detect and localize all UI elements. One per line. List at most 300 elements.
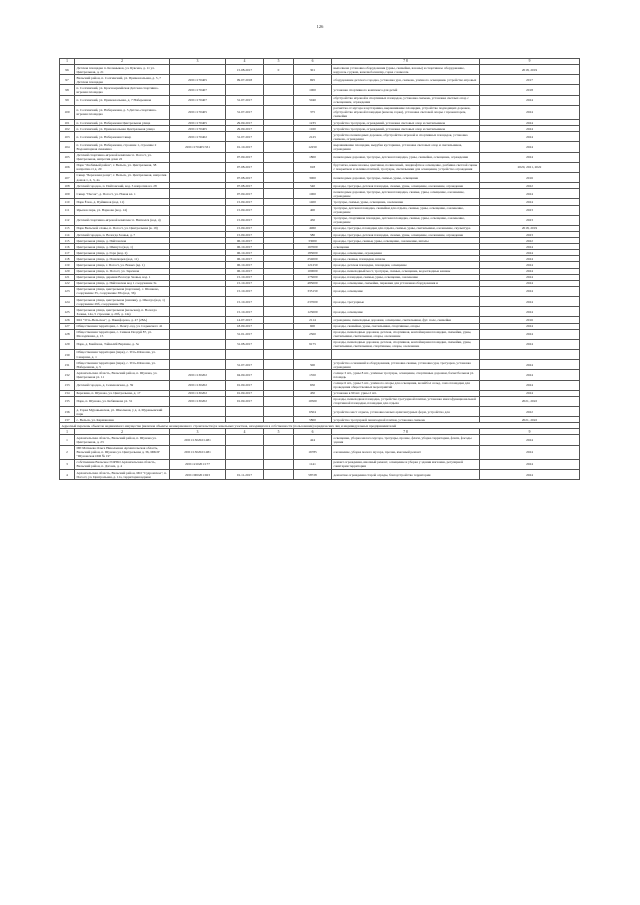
area-value: 500 (294, 360, 332, 370)
cadastral-number (170, 162, 226, 172)
row-number: 115 (60, 238, 75, 244)
implementation-year: 2024 (480, 339, 580, 349)
works-description: устройство оснований и оборудования, установка скамьи, установка урн, тротуаров, установка ограждения (332, 360, 480, 370)
implementation-year: 2024 (480, 152, 580, 162)
implementation-year (480, 349, 580, 359)
object-address: ИП Матвеева Ольга Николаевна Архангельская область, Вельский район, п. Шунова ул. Центральная д. 36, МБОУ "Шуновская ОШ № 19" (75, 445, 170, 459)
table-row (60, 65, 580, 75)
works-description: проезды, тротуары, площадки для отдыха, скамьи, урны, светильники, озеленение, скульптура (332, 225, 480, 231)
cadastral-number: 29:01:130202 (170, 380, 226, 390)
works-description (332, 349, 480, 359)
row-number: 118 (60, 256, 75, 262)
implementation-year: 2016 (480, 172, 580, 182)
survey-date: 01.10.2017 (226, 142, 264, 152)
cadastral-number: 29:01:210201:177 (170, 459, 226, 469)
implementation-year: 2024 (480, 445, 580, 459)
area-value: 400 (294, 205, 332, 215)
works-description: устройство тротуаров, ограждений, установка световых опор и светильников (332, 120, 480, 126)
cadastral-number: 29:01:130202 (170, 370, 226, 380)
works-description: проезды, площадки, скамьи, урны, освещение, озеленение (332, 274, 480, 280)
table-row (60, 132, 580, 142)
implementation-year: 2023 (480, 232, 580, 238)
table-row (60, 370, 580, 380)
area-value: 100000 (294, 268, 332, 274)
cadastral-number (170, 339, 226, 349)
cadastral-number (170, 189, 226, 199)
header-cell: 4 (226, 59, 264, 65)
area-value: 695 (294, 75, 332, 85)
object-address: Парк, п. Шунова, ул. Кобяшкова ул. 31 (75, 396, 170, 406)
works-description: ремонт ограждения, ямочный ремонт, освещение и уборка у здания магазина, регулярной санитарии территории (332, 459, 480, 469)
works-description: пешеходные дорожки, тротуары, скамьи, урны, освещение (332, 172, 480, 182)
row-number: 4 (60, 470, 75, 480)
survey-date: 06.10.2017 (226, 268, 264, 274)
object-address: Парк Вельской славы, п. Погост, ул. Центральная (в. 19) (75, 225, 170, 231)
area-value: 10500 (294, 396, 332, 406)
area-value: 6504 (294, 407, 332, 417)
area-value (294, 349, 332, 359)
implementation-year: 2018, 2019 (480, 225, 580, 231)
row-number: 96 (60, 65, 75, 75)
value-col5 (264, 189, 294, 199)
row-number: 112 (60, 215, 75, 225)
area-value: 254000 (294, 256, 332, 262)
works-description: озеленение, уборка малого мусора, прочие, ямочный ремонт (332, 445, 480, 459)
implementation-year: 2024 (480, 307, 580, 317)
survey-date: 31.07.2017 (226, 360, 264, 370)
row-number: 97 (60, 75, 75, 85)
object-address: п. Солгинский, ул. Набережная, д. 3 Детско-спортивно-игровая площадка (75, 105, 170, 119)
works-description: проезды, освещение (332, 286, 480, 296)
cadastral-number (170, 307, 226, 317)
object-address: п. Солгинский, ул. Набережная Центральная улица (75, 120, 170, 126)
survey-date: 31.01.2017 (226, 329, 264, 339)
object-address: Березник, п. Шунова, ул. Центральная, д. 17 (75, 390, 170, 396)
works-description: проезды, освещение, ограждения (332, 250, 480, 256)
implementation-year: 2024 (480, 459, 580, 469)
object-address: п. Солгинский, ул. Набережная, строение 1, строение 2 Водонапорная скважина (75, 142, 170, 152)
row-number: 114 (60, 232, 75, 238)
area-value: 580 (294, 232, 332, 238)
implementation-year: 2018, 2019 (480, 65, 580, 75)
works-description: проезды, пешеходная площадка, устройство тротуарной плитки, установка многофункциональной спортивной площадки, площадки для отдыха (332, 396, 480, 406)
area-value: 183000 (294, 250, 332, 256)
table-row (60, 105, 580, 119)
survey-date: 15.10.2017 (226, 307, 264, 317)
cadastral-number (170, 152, 226, 162)
value-col5 (264, 360, 294, 370)
works-description: пешеходные дорожки, тротуары, детская площадка, скамьи, урны, освещение, озеленение, ограждение (332, 189, 480, 199)
row-number: 109 (60, 189, 75, 199)
implementation-year: 2024 (480, 286, 580, 296)
header-cell: 3 (170, 429, 226, 435)
value-col5 (264, 152, 294, 162)
works-description: проезды, пешеходные дорожки, детская, спортивная, контейнерная площадки, скамейки, урны, светильники, светильники, опоры, озеленение (332, 329, 480, 339)
cadastral-number (170, 407, 226, 417)
survey-date: 18.09.2017 (226, 323, 264, 329)
row-number: 128 (60, 329, 75, 339)
row-number: 110 (60, 199, 75, 205)
value-col5 (264, 459, 294, 469)
row-number: 123 (60, 286, 75, 296)
row-number: 107 (60, 172, 75, 182)
implementation-year: 2024 (480, 470, 580, 480)
works-description: обустройство игровой и спортивных площадок, установка скамеек, установка светлых опор с освещением, ограждения (332, 95, 480, 105)
table-row (60, 189, 580, 199)
works-description: установка в 90 шт. урны 2 шт. (332, 390, 480, 396)
row-number: 133 (60, 380, 75, 390)
cadastral-number: 29:01:170407 (170, 95, 226, 105)
object-address: Ярылов парк, ул. Варнова (вод. 14) (75, 205, 170, 215)
register-table (59, 58, 580, 480)
table-row (60, 360, 580, 370)
area-value: 58728 (294, 470, 332, 480)
cadastral-number (170, 360, 226, 370)
value-col5 (264, 307, 294, 317)
row-number: 132 (60, 370, 75, 380)
area-value: 1141 (294, 459, 332, 469)
row-number: 102 (60, 126, 75, 132)
works-description: солнце 6 шт., урны 5 шт., уличного опоры для освещения, волейбол сельд, само площадки для проведения общественных мероприятий (332, 380, 480, 390)
value-col5 (264, 380, 294, 390)
row-number: 124 (60, 297, 75, 307)
value-col5 (264, 396, 294, 406)
survey-date: 04.09.2017 (226, 370, 264, 380)
survey-date: 07.08.2017 (226, 183, 264, 189)
works-description: пешеходные дорожки, тротуары, детская площадка, урны, скамейки, освещение, ограждения (332, 152, 480, 162)
survey-date: 07.08.2017 (226, 172, 264, 182)
cadastral-number (170, 172, 226, 182)
area-value: 600 (294, 323, 332, 329)
area-value: 237000 (294, 297, 332, 307)
cadastral-number: 29:01:170405 (170, 75, 226, 85)
section-title: Адресный перечень объектов недвижимого имущества (включая объекты незавершенного строительства) и земельных участков, находящихся в собственности (пользовании) юридических лиц и индивидуальных предпринимателей (60, 423, 580, 429)
area-value: 918 (294, 162, 332, 172)
row-number: 108 (60, 183, 75, 189)
cadastral-number: 29:01:130202:1481 (170, 435, 226, 445)
implementation-year: 2024 (480, 105, 580, 119)
works-description: выравнивание площадки, вырубка кустарника, установка световых опор и светильников, ограждения (332, 142, 480, 152)
area-value: 450 (294, 215, 332, 225)
works-description: проезды, скамейки, урны, светильники, спортивные, опоры (332, 323, 480, 329)
implementation-year: 2024 (480, 262, 580, 268)
works-description: проезды, тротуарные (332, 297, 480, 307)
row-number: 100 (60, 105, 75, 119)
value-col5 (264, 142, 294, 152)
works-description: проезды, пешеходный мост, тротуары, скамьи, освещение, водоотводные канавы (332, 268, 480, 274)
works-description: демонтаж ограждения старой ограды, благоустройство территории (332, 470, 480, 480)
works-description: освещение (332, 244, 480, 250)
table-row (60, 85, 580, 95)
header-cell: 6 (294, 429, 332, 435)
works-description: проезды, освещение (332, 307, 480, 317)
cadastral-number (170, 215, 226, 225)
works-description: брусчатка, какие вазоны, цветники, поливочный, ландшафтное освещение, разбивка светлой сцены с покрытием и заливка плиткой, тротуары, светильники для освещения, устройство ограждения (332, 162, 480, 172)
survey-date: 15.10.2017 (226, 280, 264, 286)
value-col5 (264, 75, 294, 85)
area-value: 1800 (294, 152, 332, 162)
implementation-year: 2024 (480, 380, 580, 390)
implementation-year: 2024 (480, 95, 580, 105)
row-number: 106 (60, 162, 75, 172)
survey-date: 15.10.2017 (226, 286, 264, 296)
area-value: 424 (294, 435, 332, 445)
area-value: 5040 (294, 95, 332, 105)
implementation-year: 2022 (480, 183, 580, 189)
object-address: с. Вельск, ул. Кармановна (75, 417, 170, 423)
row-number: 3 (60, 459, 75, 469)
survey-date: 07.09.2017 (226, 152, 264, 162)
table-row (60, 435, 580, 445)
row-number: 126 (60, 317, 75, 323)
implementation-year: 2016 (480, 317, 580, 323)
survey-date: 15.08.2017 (226, 65, 264, 75)
object-address: Вельский район, п. Солгинский, ул. Привокзальная, д. 5 ,7 Детская площадка (75, 75, 170, 85)
object-address: п. Солгинский, ул. Привокзальная, д. 7 Набережная (75, 95, 170, 105)
implementation-year: 2022 (480, 238, 580, 244)
row-number: 129 (60, 339, 75, 349)
object-address: Детский городок, д. Семеновская, д. 59 (75, 380, 170, 390)
value-col5 (264, 172, 294, 182)
survey-date (226, 85, 264, 95)
cadastral-number: 29:01:000201:923 (170, 470, 226, 480)
value-col5 (264, 162, 294, 172)
survey-date: 01.11.2017 (226, 470, 264, 480)
value-col5 (264, 339, 294, 349)
row-number: 2 (60, 445, 75, 459)
area-value: 540 (294, 183, 332, 189)
value-col5 (264, 85, 294, 95)
works-description: устройство тротуаров, ограждений, установка световых опор и светильников (332, 126, 480, 132)
survey-date (226, 435, 264, 445)
implementation-year: 2020, 2021, 2022 (480, 162, 580, 172)
row-number: 119 (60, 262, 75, 268)
object-address: Детский спортивно-игровой комплекс п. Вигвалсв (вод. 4) (75, 215, 170, 225)
table-row (60, 396, 580, 406)
works-description: проезды, тротуары, детская площадка, скамьи, урны, освещение, озеленение, ограждение (332, 183, 480, 189)
object-address: собственник Вельское ГОРПО Архангельская область, Вельский район, п. Дагома, д. 4 (75, 459, 170, 469)
row-number: 135 (60, 396, 75, 406)
header-cell: 5 (264, 59, 294, 65)
cadastral-number (170, 297, 226, 307)
area-value: 1350 (294, 370, 332, 380)
implementation-year: 2024 (480, 126, 580, 132)
value-col5 (264, 349, 294, 359)
survey-date: 06.10.2017 (226, 238, 264, 244)
works-description: проезды, детская площадка, площадки, освещение (332, 262, 480, 268)
area-value: 9175 (294, 339, 332, 349)
table-row (60, 459, 580, 469)
works-description: проезды, пешеходные дорожки, детская, спортивная, контейнерная площадки, скамейки, урны, светильники, светильники, спортивные, опоры, озеленение (332, 339, 480, 349)
survey-date: 09.07.2018 (226, 75, 264, 85)
survey-date: 01.09.2017 (226, 396, 264, 406)
works-description: ограждение, пешеходные дорожки, освещение, светильники, фут. поле, скамейки (332, 317, 480, 323)
implementation-year: 2023 (480, 205, 580, 215)
survey-date: 06.10.2017 (226, 256, 264, 262)
survey-date: 06.10.2017 (226, 250, 264, 256)
survey-date: 06.10.2017 (226, 244, 264, 250)
area-value: 650 (294, 380, 332, 390)
area-value: 2114 (294, 317, 332, 323)
table-row (60, 339, 580, 349)
cadastral-number (170, 65, 226, 75)
header-cell: 1 (60, 429, 75, 435)
works-description: оборудование детского городка, установка урн, скамеек, уличного освещения. устройство игровых (332, 75, 480, 85)
implementation-year: 2024 (480, 390, 580, 396)
works-description: расчистка от мусора и кустарника, выравнивание площадки, устройство подходящих дорожек, обустройство игровой площадки (качели, горка), установка световой опоры с прожектором, скамейки (332, 105, 480, 119)
row-number: 101 (60, 120, 75, 126)
object-address: Парк "Любимый район", г. Вельск, ул. Центральная, 38 напротив от д. 20 (75, 162, 170, 172)
value-col5 (264, 470, 294, 480)
object-address: МО "Усть-Вельское", д. Пакифорово, д. 47 (28А) (75, 317, 170, 323)
object-address: Детский городок, п. Пайтовский, вод. 3 напротив вл. 28 (75, 183, 170, 189)
table-row (60, 75, 580, 85)
area-value: 16785 (294, 445, 332, 459)
value-col5 (264, 95, 294, 105)
survey-date: 15.09.2017 (226, 205, 264, 215)
table-row (60, 215, 580, 225)
table-row (60, 445, 580, 459)
object-address: Сквер "Березовая роща", г. Вельск, ул. Центральная, напротив домов 1, 2, 3, 4а (75, 172, 170, 182)
table-row (60, 286, 580, 296)
object-address: Центральная улица, п. Погост, ул. Заречная (75, 268, 170, 274)
implementation-year: 2021, 2022 (480, 417, 580, 423)
row-number: 103 (60, 132, 75, 142)
area-value: 335150 (294, 286, 332, 296)
implementation-year: 2024 (480, 329, 580, 339)
header-cell: 4 (226, 429, 264, 435)
value-col5 (264, 435, 294, 445)
object-address: д. Горка Муравьевская, ул. Школьная, у д. 4, Муравьевский парк (75, 407, 170, 417)
value-col5 (264, 407, 294, 417)
works-description: выполнена установка оборудования (урны, скамейки, вазоны) и спортивное оборудование, карусель с рукам, качели-балансир, горка с навесом. (332, 65, 480, 75)
object-address: Центральная улица, д. Пайтовская (75, 238, 170, 244)
cadastral-number (170, 286, 226, 296)
row-number: 104 (60, 142, 75, 152)
area-value: 450 (294, 390, 332, 396)
survey-date: 15.10.2017 (226, 274, 264, 280)
implementation-year: 2024 (480, 244, 580, 250)
row-number: 117 (60, 250, 75, 256)
object-address: Центральная улица, д. Пономарев (вод. 11) (75, 256, 170, 262)
object-address: Парк, д. Бнейхова, Тойкалёй Верхние, д. 3а (75, 339, 170, 349)
area-value: 5800 (294, 417, 332, 423)
row-number: 137 (60, 417, 75, 423)
works-description: проезды, скамьи, площадки, шпалы (332, 256, 480, 262)
survey-date: 15.09.2017 (226, 232, 264, 238)
implementation-year: 2024 (480, 435, 580, 445)
survey-date: 06.10.2017 (226, 262, 264, 268)
survey-date: 31.07.2017 (226, 132, 264, 142)
header-cell: 7 8 (332, 429, 480, 435)
table-row (60, 307, 580, 317)
value-col5 (264, 105, 294, 119)
survey-date: 14.07.2017 (226, 317, 264, 323)
value-col5 (264, 445, 294, 459)
object-address: Общественная территория, с. Сивков Пелдуй 87, ул. Молодёжная, д. 15 (75, 329, 170, 339)
cadastral-number: 29:01:170405 (170, 120, 226, 126)
value-col5 (264, 132, 294, 142)
cadastral-number: 29:01:170407 (170, 85, 226, 95)
implementation-year: 2017 (480, 75, 580, 85)
survey-date: 15.10.2017 (226, 297, 264, 307)
row-number: 130 (60, 349, 75, 359)
row-number: 98 (60, 85, 75, 95)
area-value: 2125 (294, 132, 332, 142)
area-value: 3000 (294, 172, 332, 182)
table-row (60, 349, 580, 359)
cadastral-number: 29:01:130202 (170, 390, 226, 396)
value-col5 (264, 215, 294, 225)
row-number: 131 (60, 360, 75, 370)
implementation-year: 2018 (480, 85, 580, 95)
works-description: тротуары, скамьи, урны, освещение, озеленение (332, 199, 480, 205)
table-row (60, 95, 580, 105)
object-address: Детский городок, п. Вологда Заовья, д. 7 (75, 232, 170, 238)
table-row (60, 205, 580, 215)
area-value: 1000 (294, 85, 332, 95)
implementation-year: 2022 (480, 407, 580, 417)
row-number: 125 (60, 307, 75, 317)
header-cell: 1 (60, 59, 75, 65)
row-number: 116 (60, 244, 75, 250)
row-number: 113 (60, 225, 75, 231)
survey-date: 15.09.2017 (226, 215, 264, 225)
page-number: 126 (316, 24, 324, 29)
object-address: Детский спортивно-игровой комплекс п. Погост, ул. Центральная, напротив дома 22 (75, 152, 170, 162)
header-cell: 2 (75, 59, 170, 65)
implementation-year: 2024 (480, 189, 580, 199)
works-description: солнце 3 шт., урны 8 шт., уличные тротуары, освещение, спортивные дорожки, баскетбольная ул. площадь (332, 370, 480, 380)
implementation-year: 2024 (480, 256, 580, 262)
implementation-year: 2023 (480, 215, 580, 225)
row-number: 111 (60, 205, 75, 215)
table-row (60, 407, 580, 417)
object-address: Центральная улица, центральная (портовая), с. Шонково, сооружение 35, сооружение 38а (вод. 36) (75, 286, 170, 296)
table-row (60, 152, 580, 162)
survey-date (226, 349, 264, 359)
implementation-year: 2024 (480, 360, 580, 370)
works-description: устройство пешеходных дорожек, обустройство игровой и спортивных площадок, установка скамеек, ограждения (332, 132, 480, 142)
object-address: Общественная территория (парк), с. Усть-Шоноша, ул. Северная, д. 1 (75, 349, 170, 359)
implementation-year: 2024 (480, 323, 580, 329)
implementation-year: 2024 (480, 268, 580, 274)
row-number: 136 (60, 407, 75, 417)
row-number: 99 (60, 95, 75, 105)
object-address: Центральная улица, г. Погост, ул. Вовых (вд. 1) (75, 262, 170, 268)
object-address: Архангельская область, Вельский район, п. Шунова ул. Центральная, д. 23 (75, 435, 170, 445)
survey-date (226, 459, 264, 469)
table-row (60, 380, 580, 390)
area-value: 33000 (294, 238, 332, 244)
table-row (60, 162, 580, 172)
cadastral-number: 29:01:130202:1481 (170, 445, 226, 459)
row-number: 122 (60, 280, 75, 286)
header-cell: 6 (294, 59, 332, 65)
works-description: проезды, тротуары, скамьи, урны, освещение, озеленение, шпалы (332, 238, 480, 244)
cadastral-number: 29:01:170402 (170, 132, 226, 142)
area-value: 301 (294, 65, 332, 75)
object-address: Общественная территория (парк), с. Усть-Шоноша, ул. Набережная, д. 5 (75, 360, 170, 370)
area-value: 4960 (294, 225, 332, 231)
header-cell: 7 8 (332, 59, 480, 65)
works-description: тротуары, спортивная площадка, детская площадка, скамьи, урны, освещение, озеленение, ограждение (332, 215, 480, 225)
value-col5 (264, 297, 294, 307)
value-col5: 0 (264, 65, 294, 75)
cadastral-number: 29:01:170405:331 (170, 142, 226, 152)
object-address: Центральная улица, д. Шешуга (вод. 1) (75, 244, 170, 250)
works-description: освещение, уборка малого мусора, тротуары, прочие, флаги, уборка территории, флаги, фасады здания (332, 435, 480, 445)
